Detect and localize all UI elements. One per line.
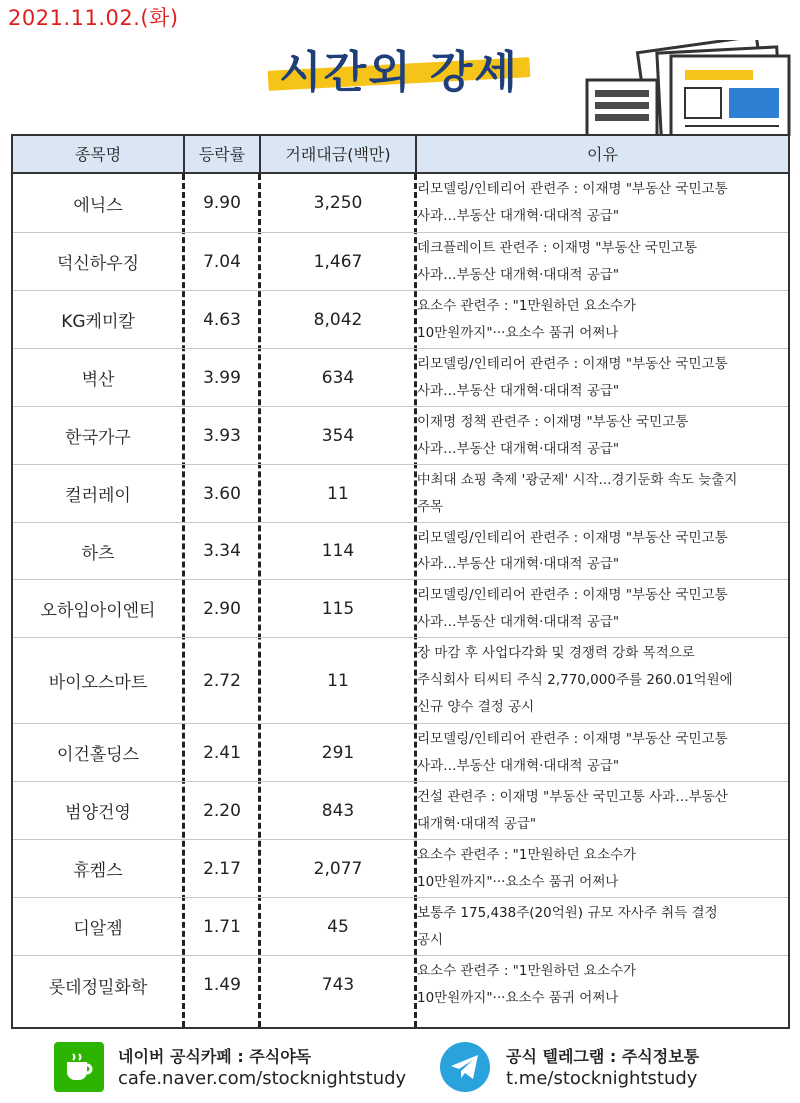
date-label: 2021.11.02.(화) (8, 6, 179, 30)
trade-amount: 634 (321, 367, 355, 388)
reason-line: 데크플레이트 관련주 : 이재명 "부동산 국민고통 (417, 240, 697, 257)
reason-text (417, 291, 785, 348)
stock-name: KG케미칼 (61, 312, 135, 332)
table-row (13, 233, 788, 291)
stock-name: 덕신하우징 (56, 254, 140, 274)
change-rate: 3.99 (203, 367, 241, 388)
trade-amount: 2,077 (313, 858, 363, 879)
reason-line: 10만원까지"···요소수 품귀 어쩌나 (417, 990, 619, 1007)
naver-cafe-link[interactable]: cafe.naver.com/stocknightstudy (118, 1068, 407, 1089)
change-rate: 9.90 (203, 193, 241, 213)
reason-text (417, 840, 785, 897)
table-header (13, 136, 788, 174)
change-rate: 3.93 (203, 425, 241, 446)
change-rate: 2.41 (203, 742, 241, 763)
trade-amount: 8,042 (313, 309, 363, 330)
change-rate: 1.49 (203, 975, 241, 995)
reason-text (417, 349, 785, 406)
coffee-cup-icon (54, 1042, 104, 1092)
trade-amount: 115 (321, 598, 355, 619)
reason-line: 10만원까지"···요소수 품귀 어쩌나 (417, 324, 619, 341)
reason-text (417, 956, 785, 1014)
newspaper-icon (585, 40, 797, 136)
reason-line: 10만원까지"···요소수 품귀 어쩌나 (417, 873, 619, 890)
table-row (13, 580, 788, 638)
reason-text (417, 782, 785, 839)
table-row (13, 523, 788, 580)
reason-text (417, 174, 785, 232)
table-row (13, 956, 788, 1014)
reason-line: 요소수 관련주 : "1만원하던 요소수가 (417, 298, 637, 315)
change-rate: 2.17 (203, 858, 241, 879)
change-rate: 2.20 (203, 800, 241, 821)
stock-name: 한국가구 (65, 428, 131, 448)
reason-line: 리모델링/인테리어 관련주 : 이재명 "부동산 국민고통 (417, 587, 728, 604)
table-row (13, 349, 788, 407)
table-row (13, 782, 788, 840)
trade-amount: 45 (327, 916, 349, 937)
telegram-title: 공식 텔레그램 : 주식정보통 (506, 1047, 700, 1066)
reason-line: 사과…부동산 대개혁·대대적 공급" (417, 555, 620, 572)
change-rate: 2.72 (203, 670, 241, 691)
table-row (13, 174, 788, 233)
reason-line: 리모델링/인테리어 관련주 : 이재명 "부동산 국민고통 (417, 181, 728, 198)
reason-text (417, 233, 785, 290)
change-rate: 3.60 (203, 483, 241, 504)
footer (0, 1030, 800, 1103)
trade-amount: 743 (321, 975, 355, 995)
stock-name: 컬러레이 (65, 486, 131, 506)
reason-text (417, 898, 785, 955)
trade-amount: 114 (321, 541, 355, 561)
col-header-reason: 이유 (587, 145, 618, 164)
reason-line: 건설 관련주 : 이재명 "부동산 국민고통 사과…부동산 (417, 789, 728, 806)
reason-line: 공시 (417, 931, 444, 948)
trade-amount: 1,467 (313, 251, 363, 272)
stock-name: 벽산 (81, 370, 115, 390)
reason-line: 사과…부동산 대개혁·대대적 공급" (417, 613, 620, 630)
reason-line: 요소수 관련주 : "1만원하던 요소수가 (417, 963, 637, 980)
change-rate: 2.90 (203, 598, 241, 619)
reason-line: 사과…부동산 대개혁·대대적 공급" (417, 440, 620, 457)
table-row (13, 638, 788, 724)
reason-line: 보통주 175,438주(20억원) 규모 자사주 취득 결정 (417, 905, 718, 922)
table-row (13, 724, 788, 782)
reason-text (417, 638, 785, 723)
reason-line: 리모델링/인테리어 관련주 : 이재명 "부동산 국민고통 (417, 356, 728, 373)
reason-line: 사과…부동산 대개혁·대대적 공급" (417, 757, 620, 774)
col-header-rate: 등락률 (198, 145, 246, 164)
change-rate: 7.04 (203, 251, 241, 272)
reason-text (417, 580, 785, 637)
col-header-name: 종목명 (74, 145, 122, 164)
stock-name: 하츠 (81, 543, 115, 564)
stock-name: 에닉스 (73, 195, 123, 216)
stock-name: 범양건영 (65, 803, 131, 823)
reason-line: 사과…부동산 대개혁·대대적 공급" (417, 382, 620, 399)
trade-amount: 843 (321, 800, 355, 821)
trade-amount: 354 (321, 425, 355, 446)
stock-name: 디알젬 (73, 919, 123, 939)
stock-table (11, 134, 790, 1029)
reason-text (417, 523, 785, 579)
reason-line: 대개혁·대대적 공급" (417, 815, 537, 832)
stock-name: 롯데정밀화학 (48, 977, 148, 998)
trade-amount: 11 (327, 483, 349, 504)
reason-text (417, 724, 785, 781)
table-row (13, 407, 788, 465)
stock-name: 이건홀딩스 (56, 745, 140, 765)
page-title: 시간외 강세 (279, 47, 519, 98)
reason-line: 리모델링/인테리어 관련주 : 이재명 "부동산 국민고통 (417, 731, 728, 748)
stock-name: 오하임아이엔티 (40, 601, 156, 621)
reason-line: 주목 (417, 498, 444, 515)
reason-line: 이재명 정책 관련주 : 이재명 "부동산 국민고통 (417, 414, 689, 431)
col-header-amount: 거래대금(백만) (285, 145, 391, 164)
reason-line: 리모델링/인테리어 관련주 : 이재명 "부동산 국민고통 (417, 529, 728, 546)
reason-line: 요소수 관련주 : "1만원하던 요소수가 (417, 847, 637, 864)
naver-cafe-title: 네이버 공식카페 : 주식야독 (118, 1047, 312, 1066)
change-rate: 4.63 (203, 309, 241, 330)
reason-line: 신규 양수 결정 공시 (417, 699, 535, 716)
reason-text (417, 407, 785, 464)
reason-line: 사과…부동산 대개혁·대대적 공급" (417, 208, 620, 225)
trade-amount: 11 (327, 670, 349, 691)
title-area (268, 36, 538, 96)
stock-name: 바이오스마트 (48, 673, 148, 693)
table-row (13, 840, 788, 898)
reason-line: 주식회사 티씨티 주식 2,770,000주를 260.01억원에 (417, 672, 733, 689)
table-row (13, 465, 788, 523)
table-row (13, 291, 788, 349)
change-rate: 1.71 (203, 916, 241, 937)
stock-name: 휴켐스 (73, 861, 123, 881)
change-rate: 3.34 (203, 541, 241, 561)
reason-text (417, 465, 785, 522)
reason-line: 장 마감 후 사업다각화 및 경쟁력 강화 목적으로 (417, 645, 695, 662)
reason-line: 사과…부동산 대개혁·대대적 공급" (417, 266, 620, 283)
table-row (13, 898, 788, 956)
telegram-plane-icon (440, 1042, 490, 1092)
trade-amount: 291 (321, 742, 355, 763)
telegram-link[interactable]: t.me/stocknightstudy (506, 1068, 698, 1089)
reason-line: 中최대 쇼핑 축제 '광군제' 시작...경기둔화 속도 늦출지 (417, 472, 738, 489)
trade-amount: 3,250 (313, 193, 363, 213)
